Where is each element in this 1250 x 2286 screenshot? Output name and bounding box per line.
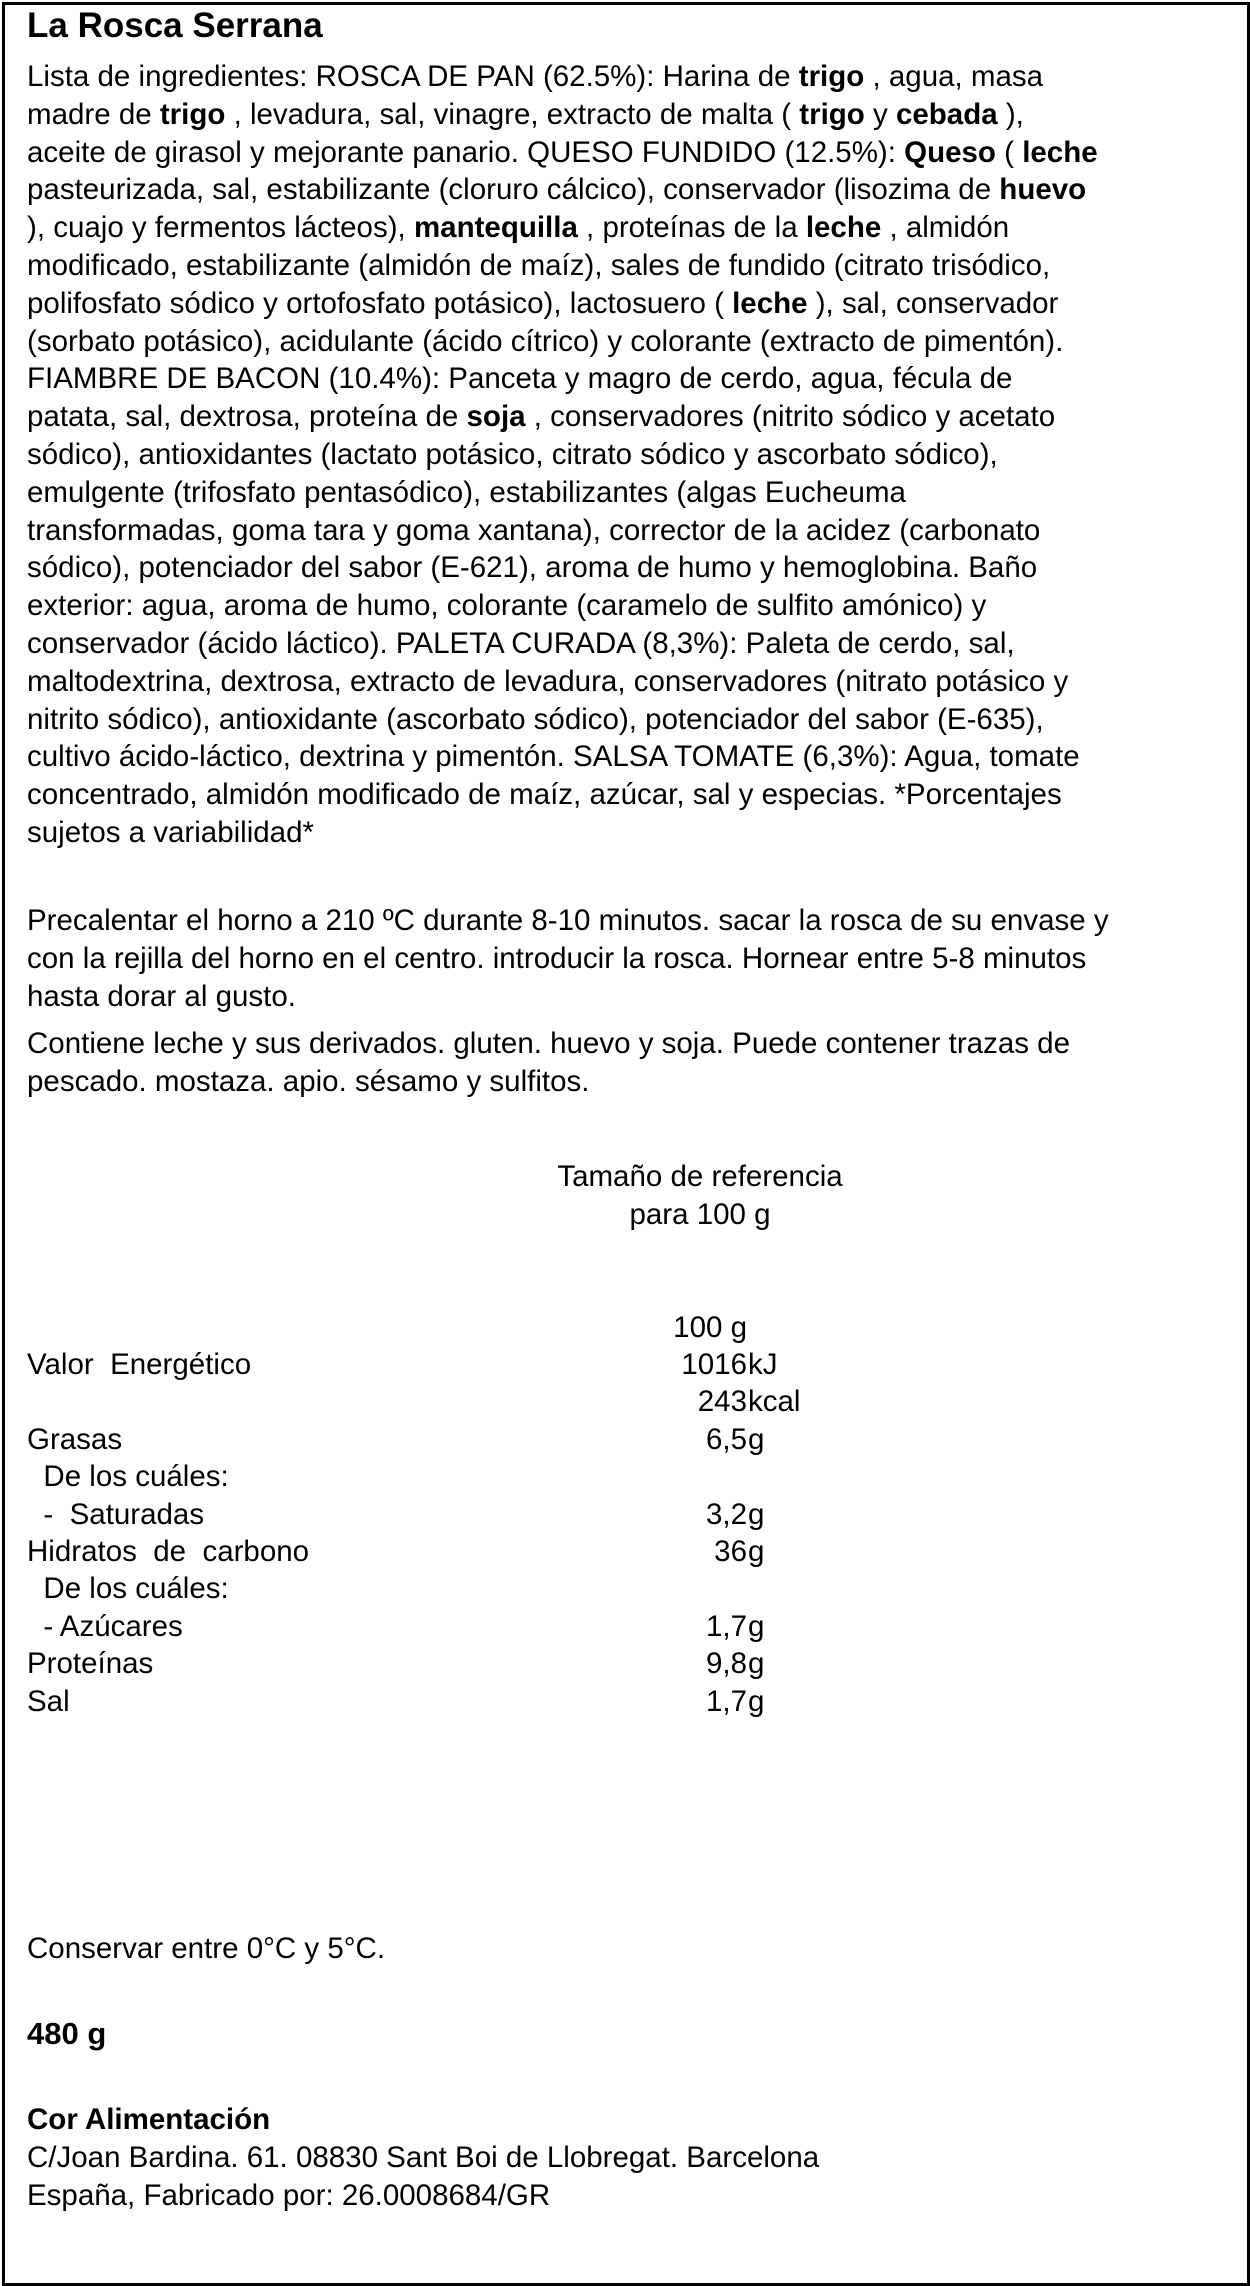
ingredients-line [27,285,1227,323]
net-weight: 480 g [27,2016,107,2051]
ingredients-line [27,171,1227,209]
ingredients-text: , conservadores (nitrito sódico y acetato [525,400,1056,434]
nutrient-value: 243 [697,1385,747,1419]
preparation-line: con la rejilla del horno en el centro. introducir la rosca. Hornear entre 5-8 minutos [27,941,1087,975]
nutrition-column-header: 100 g [673,1311,747,1344]
ingredients-line [27,474,1227,512]
ingredients-text: modificado, estabilizante (almidón de maíz), sales de fundido (citrato trisódico, [27,248,1051,282]
company-name: Cor Alimentación [27,2103,271,2136]
ingredients-text: (sorbato potásico), acidulante (ácido cítrico) y colorante (extracto de pimentón). [27,324,1064,358]
nutrient-name: - Saturadas [27,1497,205,1531]
reference-size-line2: para 100 g [629,1198,771,1231]
ingredients-text: polifosfato sódico y ortofosfato potásico), lactosuero ( [27,286,733,320]
ingredients-text: , proteínas de la [577,211,806,245]
ingredients-line [27,134,1227,172]
allergen-highlight: trigo [159,97,226,131]
nutrition-row [27,1645,1227,1682]
ingredients-text: madre de [27,97,160,131]
allergen-highlight: leche [805,211,882,245]
nutrient-unit: g [748,1422,765,1456]
preparation-instructions [27,902,1227,1015]
nutrition-row [27,1570,1227,1607]
ingredients-line [27,625,1227,663]
company-address: C/Joan Bardina. 61. 08830 Sant Boi de Llobregat. Barcelona [27,2141,820,2174]
ingredients-line [27,436,1227,474]
ingredients-text: ( [995,135,1023,169]
allergen-highlight: trigo [799,97,865,131]
ingredients-text: ), cuajo y fermentos lácteos), [27,211,414,245]
storage-instructions: Conservar entre 0°C y 5°C. [27,1932,386,1965]
ingredients-text: cultivo ácido-láctico, dextrina y pimentón. SALSA TOMATE (6,3%): Agua, tomate [27,740,1080,774]
nutrition-row [27,1383,1227,1420]
ingredients-line [27,398,1227,436]
allergen-statement [27,1025,1227,1101]
ingredients-line [27,58,1227,96]
allergen-line: pescado. mostaza. apio. sésamo y sulfitos. [27,1064,590,1098]
allergen-highlight: soja [466,400,526,434]
nutrient-name: De los cuáles: [27,1460,229,1494]
nutrient-name: Hidratos de carbono [27,1535,310,1568]
ingredients-text: concentrado, almidón modificado de maíz, azúcar, sal y especias. *Porcentajes [27,778,1062,812]
company-country: España, Fabricado por: 26.0008684/GR [27,2179,551,2212]
ingredients-text: maltodextrina, dextrosa, extracto de levadura, conservadores (nitrato potásico y [27,664,1069,698]
ingredients-line [27,587,1227,625]
label-frame [2,2,1250,2286]
nutrient-value: 1,7 [705,1684,747,1718]
ingredients-line [27,701,1227,739]
allergen-highlight: leche [1022,135,1098,169]
ingredients-text: sódico), potenciador del sabor (E-621), aroma de humo y hemoglobina. Baño [27,551,1038,585]
nutrition-column-header-row [27,1309,1227,1346]
ingredients-text: sujetos a variabilidad* [27,815,314,849]
nutrient-name: - Azúcares [27,1609,183,1643]
allergen-highlight: huevo [999,173,1087,207]
ingredients-text: y [864,97,896,131]
allergen-highlight: trigo [798,60,865,93]
allergen-highlight: mantequilla [413,211,578,245]
nutrient-unit: kJ [748,1348,778,1381]
nutrition-row [27,1683,1227,1720]
ingredients-text: exterior: agua, aroma de humo, colorante (caramelo de sulfito amónico) y [27,589,987,623]
nutrition-row [27,1533,1227,1570]
nutrient-value: 36 [714,1535,747,1568]
ingredients-line [27,209,1227,247]
ingredients-line [27,738,1227,776]
preparation-line: hasta dorar al gusto. [27,979,296,1013]
ingredients-line [27,512,1227,550]
nutrient-value: 3,2 [705,1497,747,1531]
allergen-highlight: leche [732,286,808,320]
ingredients-text: conservador (ácido láctico). PALETA CURADA (8,3%): Paleta de cerdo, sal, [27,626,1015,660]
nutrient-value: 1016 [681,1348,747,1381]
ingredients-list [27,58,1227,852]
nutrient-value: 6,5 [705,1422,747,1456]
ingredients-text: pasteurizada, sal, estabilizante (cloruro cálcico), conservador (lisozima de [27,173,1000,207]
nutrition-row [27,1608,1227,1645]
preparation-line: Precalentar el horno a 210 ºC durante 8-10 minutos. sacar la rosca de su envase y [27,904,1109,937]
ingredients-text: emulgente (trifosfato pentasódico), estabilizantes (algas Eucheuma [27,475,906,509]
nutrient-value: 9,8 [705,1647,747,1681]
nutrition-row [27,1496,1227,1533]
ingredients-line [27,323,1227,361]
nutrient-name: Valor Energético [27,1348,252,1381]
nutrient-unit: g [748,1497,765,1531]
ingredients-text: , agua, masa [864,60,1044,93]
nutrient-value: 1,7 [705,1609,747,1643]
ingredients-text: FIAMBRE DE BACON (10.4%): Panceta y magro de cerdo, agua, fécula de [27,362,1013,396]
ingredients-line [27,549,1227,587]
nutrient-name: Proteínas [27,1647,154,1681]
nutrient-unit: kcal [748,1385,801,1419]
ingredients-text: ), sal, conservador [807,286,1059,320]
ingredients-text: ), [997,97,1024,131]
ingredients-line [27,96,1227,134]
reference-size-line1: Tamaño de referencia [557,1160,843,1193]
ingredients-line [27,360,1227,398]
allergen-line: Contiene leche y sus derivados. gluten. huevo y soja. Puede contener trazas de [27,1027,1070,1060]
nutrient-unit: g [748,1609,765,1643]
ingredients-text: aceite de girasol y mejorante panario. QUESO FUNDIDO (12.5%): [27,135,905,169]
ingredients-text: sódico), antioxidantes (lactato potásico, citrato sódico y ascorbato sódico), [27,437,998,471]
nutrient-unit: g [748,1647,765,1681]
product-title: La Rosca Serrana [27,6,323,45]
nutrient-name: Sal [27,1684,70,1718]
ingredients-line [27,776,1227,814]
nutrient-unit: g [748,1535,765,1568]
nutrition-row [27,1458,1227,1495]
ingredients-text: patata, sal, dextrosa, proteína de [27,400,467,434]
nutrition-row [27,1421,1227,1458]
allergen-highlight: cebada [895,97,998,131]
ingredients-text: transformadas, goma tara y goma xantana), corrector de la acidez (carbonato [27,513,1041,547]
ingredients-line [27,247,1227,285]
ingredients-text: , levadura, sal, vinagre, extracto de malta ( [225,97,800,131]
nutrient-name: Grasas [27,1422,123,1456]
nutrition-row [27,1346,1227,1383]
ingredients-text: Lista de ingredientes: ROSCA DE PAN (62.5%): Harina de [27,60,799,93]
ingredients-line [27,663,1227,701]
ingredients-text: , almidón [881,211,1010,245]
nutrient-name: De los cuáles: [27,1572,229,1606]
allergen-highlight: Queso [904,135,996,169]
ingredients-text: nitrito sódico), antioxidante (ascorbato sódico), potenciador del sabor (E-635), [27,702,1044,736]
ingredients-line [27,814,1227,852]
nutrient-unit: g [748,1684,765,1718]
